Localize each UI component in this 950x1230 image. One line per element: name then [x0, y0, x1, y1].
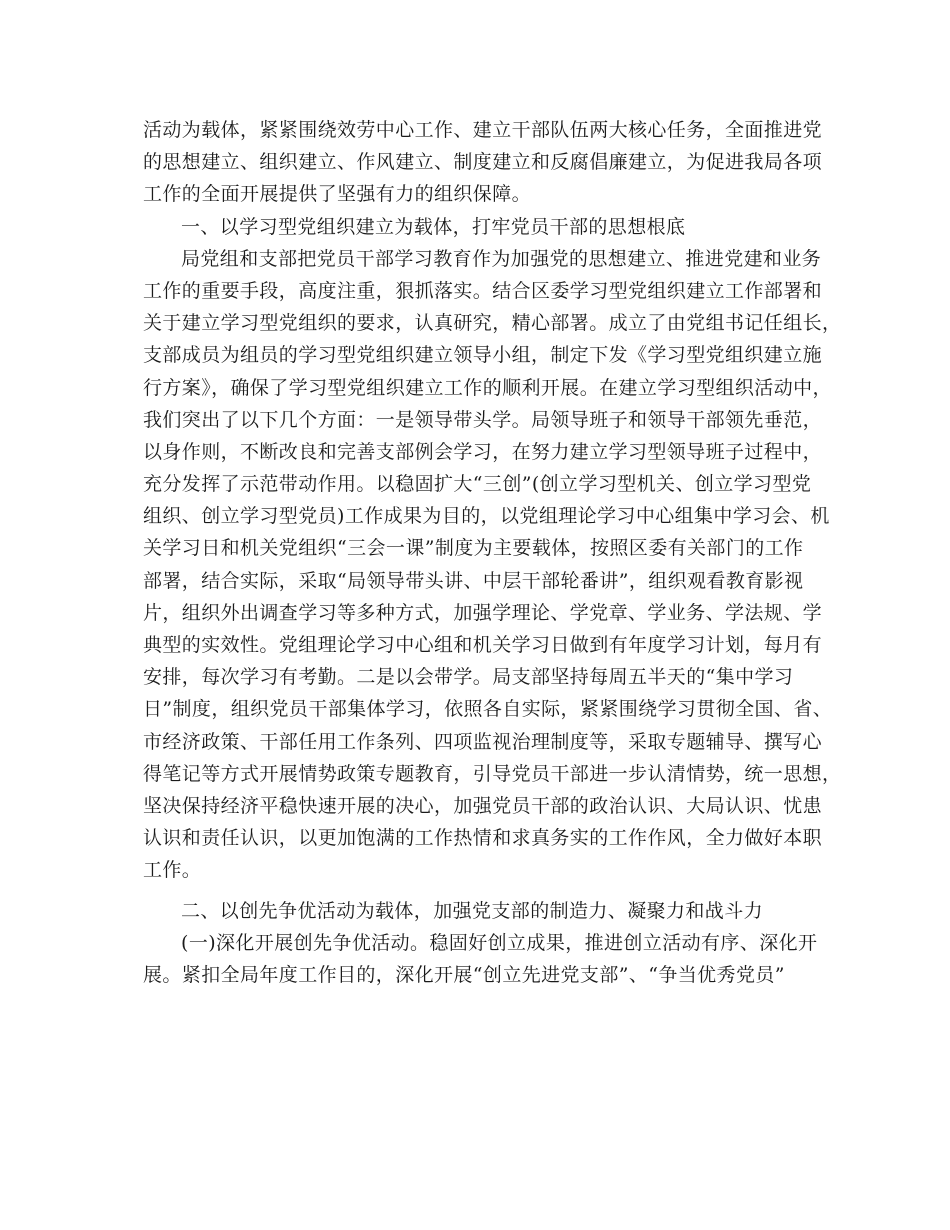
text-line: (一)深化开展创先争优活动。稳固好创立成果，推进创立活动有序、深化开 [181, 931, 818, 954]
text-line: 片，组织外出调查学习等多种方式，加强学理论、学党章、学业务、学法规、学 [143, 601, 823, 624]
text-line: 典型的实效性。党组理论学习中心组和机关学习日做到有年度学习计划，每月有 [143, 634, 823, 656]
document-body [143, 114, 842, 991]
text-line: 二、以创先争优活动为载体，加强党支部的制造力、凝聚力和战斗力 [181, 899, 764, 922]
text-line: 关于建立学习型党组织的要求，认真研究，精心部署。成立了由党组书记任组长， [143, 312, 842, 335]
text-line: 工作。 [143, 859, 202, 882]
text-line: 展。紧扣全局年度工作目的，深化开展“创立先进党支部”、“争当优秀党员” [143, 963, 785, 986]
text-line: 以身作则，不断改良和完善支部例会学习，在努力建立学习型领导班子过程中， [143, 440, 823, 463]
text-line: 我们突出了以下几个方面：一是领导带头学。局领导班子和领导干部领先垂范， [143, 408, 823, 431]
text-line: 充分发挥了示范带动作用。以稳固扩大“三创”(创立学习型机关、创立学习型党 [143, 473, 812, 496]
text-line: 局党组和支部把党员干部学习教育作为加强党的思想建立、推进党建和业务 [181, 247, 822, 270]
text-line: 工作的重要手段，高度注重，狠抓落实。结合区委学习型党组织建立工作部署和 [143, 279, 823, 302]
text-line: 组织、创立学习型党员)工作成果为目的，以党组理论学习中心组集中学习会、机 [143, 505, 830, 528]
text-line: 工作的全面开展提供了坚强有力的组织保障。 [143, 183, 532, 206]
text-line: 的思想建立、组织建立、作风建立、制度建立和反腐倡廉建立，为促进我局各项 [143, 151, 823, 174]
text-line: 支部成员为组员的学习型党组织建立领导小组，制定下发《学习型党组织建立施 [143, 344, 823, 367]
text-line: 认识和责任认识，以更加饱满的工作热情和求真务实的工作作风，全力做好本职 [143, 827, 823, 850]
text-line: 市经济政策、干部任用工作条列、四项监视治理制度等，采取专题辅导、撰写心 [143, 730, 823, 753]
text-line: 坚决保持经济平稳快速开展的决心，加强党员干部的政治认识、大局认识、忧患 [143, 794, 823, 817]
text-line: 得笔记等方式开展情势政策专题教育，引导党员干部进一步认清情势，统一思想， [143, 762, 842, 785]
text-line: 行方案》，确保了学习型党组织建立工作的顺利开展。在建立学习型组织活动中， [143, 376, 832, 399]
text-line: 关学习日和机关党组织“三会一课”制度为主要载体，按照区委有关部门的工作 [143, 537, 804, 560]
text-line: 一、以学习型党组织建立为载体，打牢党员干部的思想根底 [181, 215, 686, 238]
text-line: 活动为载体，紧紧围绕效劳中心工作、建立干部队伍两大核心任务，全面推进党 [143, 119, 823, 141]
text-line: 安排，每次学习有考勤。二是以会带学。局支部坚持每周五半天的“集中学习 [143, 666, 794, 689]
text-line: 日”制度，组织党员干部集体学习，依照各自实际，紧紧围绕学习贯彻全国、省、 [143, 698, 833, 721]
text-line: 部署，结合实际，采取“局领导带头讲、中层干部轮番讲”，组织观看教育影视 [143, 569, 804, 592]
